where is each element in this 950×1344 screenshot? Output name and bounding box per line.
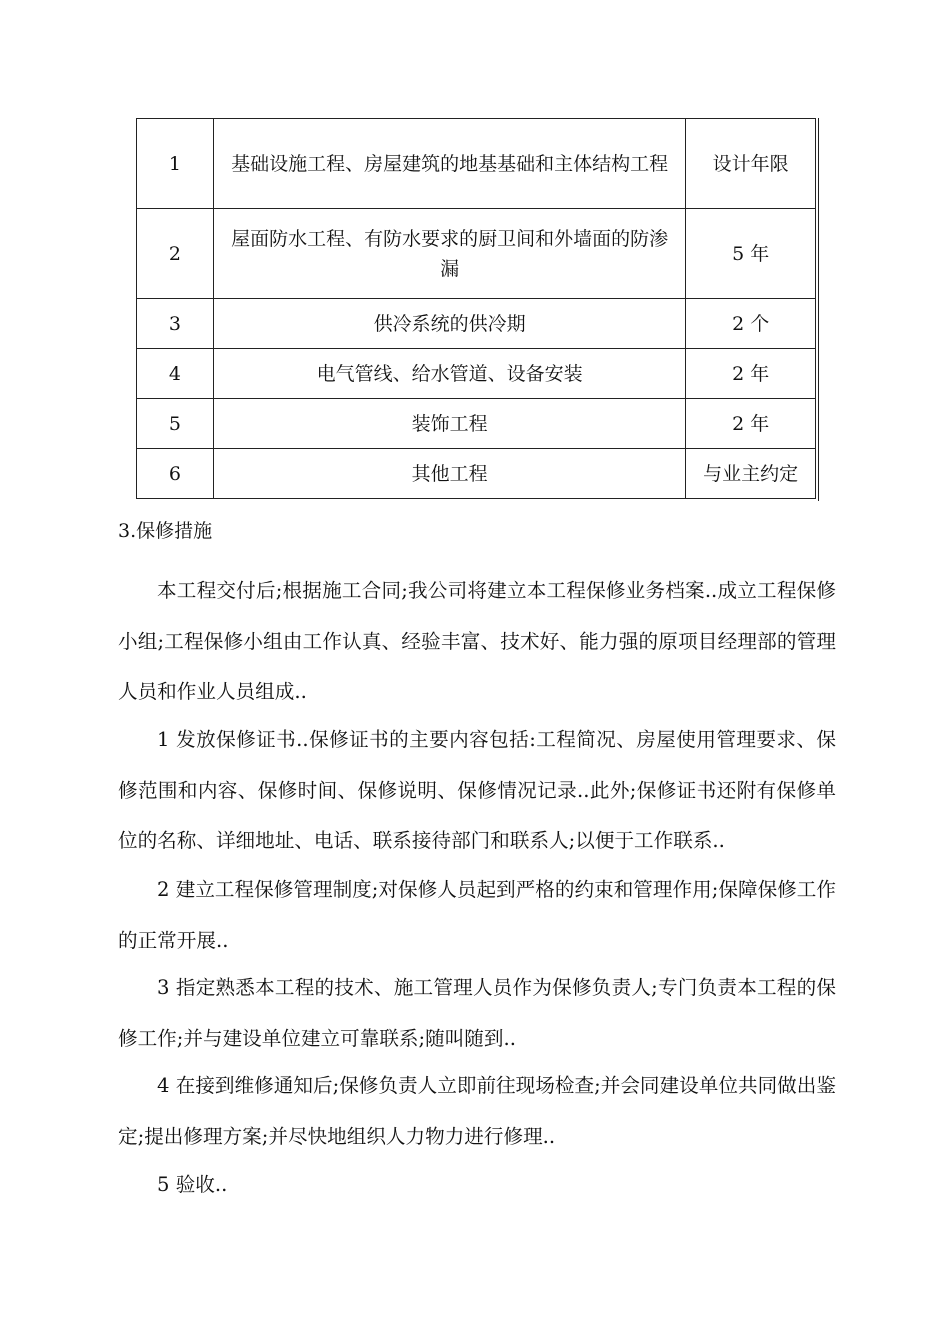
warranty-item: 供冷系统的供冷期 (213, 299, 686, 349)
warranty-period: 与业主约定 (686, 449, 816, 499)
warranty-period-table (136, 118, 816, 499)
row-number: 4 (137, 349, 214, 399)
table-row (137, 449, 816, 499)
warranty-period: 2 年 (686, 349, 816, 399)
paragraph: 5 验收.. (157, 1173, 228, 1196)
row-number: 2 (137, 209, 214, 299)
row-number: 3 (137, 299, 214, 349)
table-row (137, 209, 816, 299)
paragraph: 1 发放保修证书..保修证书的主要内容包括:工程简况、房屋使用管理要求、保修范围和内容、保修时间、保修说明、保修情况记录..此外;保修证书还附有保修单位的名称、详细地址、电话、联系接待部门和联系人;以便于工作联系.. (118, 728, 836, 852)
warranty-period: 5 年 (686, 209, 816, 299)
paragraph: 4 在接到维修通知后;保修负责人立即前往现场检查;并会同建设单位共同做出鉴定;提出修理方案;并尽快地组织人力物力进行修理.. (118, 1074, 836, 1148)
warranty-item: 装饰工程 (213, 399, 686, 449)
warranty-item: 屋面防水工程、有防水要求的厨卫间和外墙面的防渗漏 (213, 209, 686, 299)
warranty-period: 2 年 (686, 399, 816, 449)
paragraph: 3 指定熟悉本工程的技术、施工管理人员作为保修负责人;专门负责本工程的保修工作;并与建设单位建立可靠联系;随叫随到.. (118, 976, 836, 1050)
warranty-period: 设计年限 (686, 119, 816, 209)
section-heading: 3.保修措施 (118, 520, 213, 542)
row-number: 6 (137, 449, 214, 499)
warranty-item: 基础设施工程、房屋建筑的地基基础和主体结构工程 (213, 119, 686, 209)
table-row (137, 119, 816, 209)
warranty-item: 其他工程 (213, 449, 686, 499)
paragraph: 本工程交付后;根据施工合同;我公司将建立本工程保修业务档案..成立工程保修小组;工程保修小组由工作认真、经验丰富、技术好、能力强的原项目经理部的管理人员和作业人员组成.. (118, 579, 836, 703)
table-row (137, 299, 816, 349)
row-number: 1 (137, 119, 214, 209)
row-number: 5 (137, 399, 214, 449)
paragraph: 2 建立工程保修管理制度;对保修人员起到严格的约束和管理作用;保障保修工作的正常开展.. (118, 878, 836, 952)
table-edge-rule (818, 118, 819, 501)
table-row (137, 349, 816, 399)
warranty-item: 电气管线、给水管道、设备安装 (213, 349, 686, 399)
table-row (137, 399, 816, 449)
warranty-period: 2 个 (686, 299, 816, 349)
